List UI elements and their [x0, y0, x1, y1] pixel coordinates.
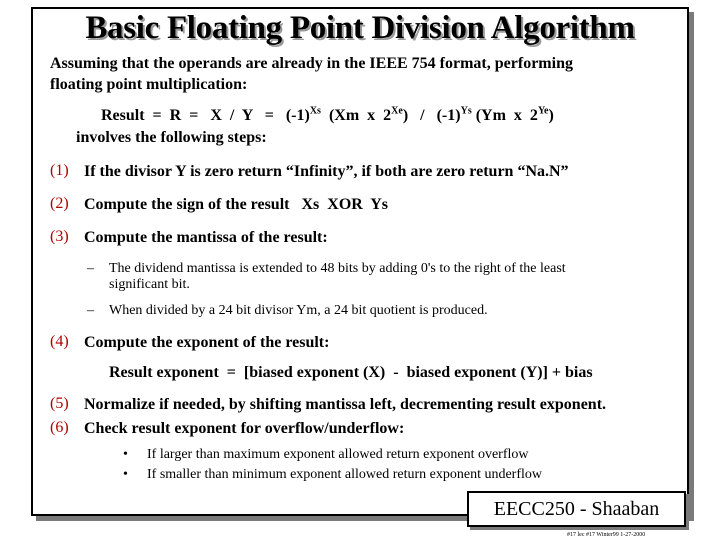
bullet-marker: •	[123, 467, 128, 482]
lecture-footnote: #17 lec #17 Winter99 1-27-2000	[567, 532, 646, 538]
step-text: Check result exponent for overflow/underflow:	[84, 420, 405, 437]
slide-title: Basic Floating Point Division Algorithm	[85, 10, 635, 46]
involves-text: involves the following steps:	[76, 129, 267, 146]
mantissa-note-1-line-2: significant bit.	[109, 277, 190, 292]
step-text: Compute the sign of the result Xs XOR Ys	[84, 196, 388, 213]
step-text: Compute the mantissa of the result:	[84, 229, 328, 246]
step-number: (5)	[50, 395, 69, 412]
mantissa-note-2: When divided by a 24 bit divisor Ym, a 24 bit quotient is produced.	[109, 303, 488, 318]
step-text: Compute the exponent of the result:	[84, 334, 330, 351]
exponent-formula: Result exponent = [biased exponent (X) - biased exponent (Y)] + bias	[109, 364, 593, 381]
intro-line-2: floating point multiplication:	[50, 76, 248, 93]
step-text: Normalize if needed, by shifting mantissa left, decrementing result exponent.	[84, 396, 607, 413]
step-number: (3)	[50, 228, 69, 245]
mantissa-note-1-line-1: The dividend mantissa is extended to 48 bits by adding 0's to the right of the least	[109, 261, 566, 276]
course-footer-badge: EECC250 - Shaaban	[467, 491, 686, 527]
division-formula: Result = $R = X / Y = (-1)^{Xs}$ (Xm x $2^{Xe}) / (-1)^{Ys}$ (Ym x $2^{Ye}$)	[101, 105, 554, 124]
dash-marker: –	[87, 261, 94, 276]
bullet-marker: •	[123, 447, 128, 462]
step-number: (4)	[50, 333, 69, 350]
step-number: (6)	[50, 419, 69, 436]
step-number: (1)	[50, 162, 69, 179]
intro-line-1: Assuming that the operands are already in the IEEE 754 format, performing	[50, 55, 573, 72]
overflow-note: If larger than maximum exponent allowed return exponent overflow	[147, 447, 529, 462]
dash-marker: –	[87, 303, 94, 318]
step-text: If the divisor Y is zero return “Infinity”, if both are zero return “Na.N”	[84, 163, 569, 180]
underflow-note: If smaller than minimum exponent allowed return exponent underflow	[147, 467, 543, 482]
step-number: (2)	[50, 195, 69, 212]
